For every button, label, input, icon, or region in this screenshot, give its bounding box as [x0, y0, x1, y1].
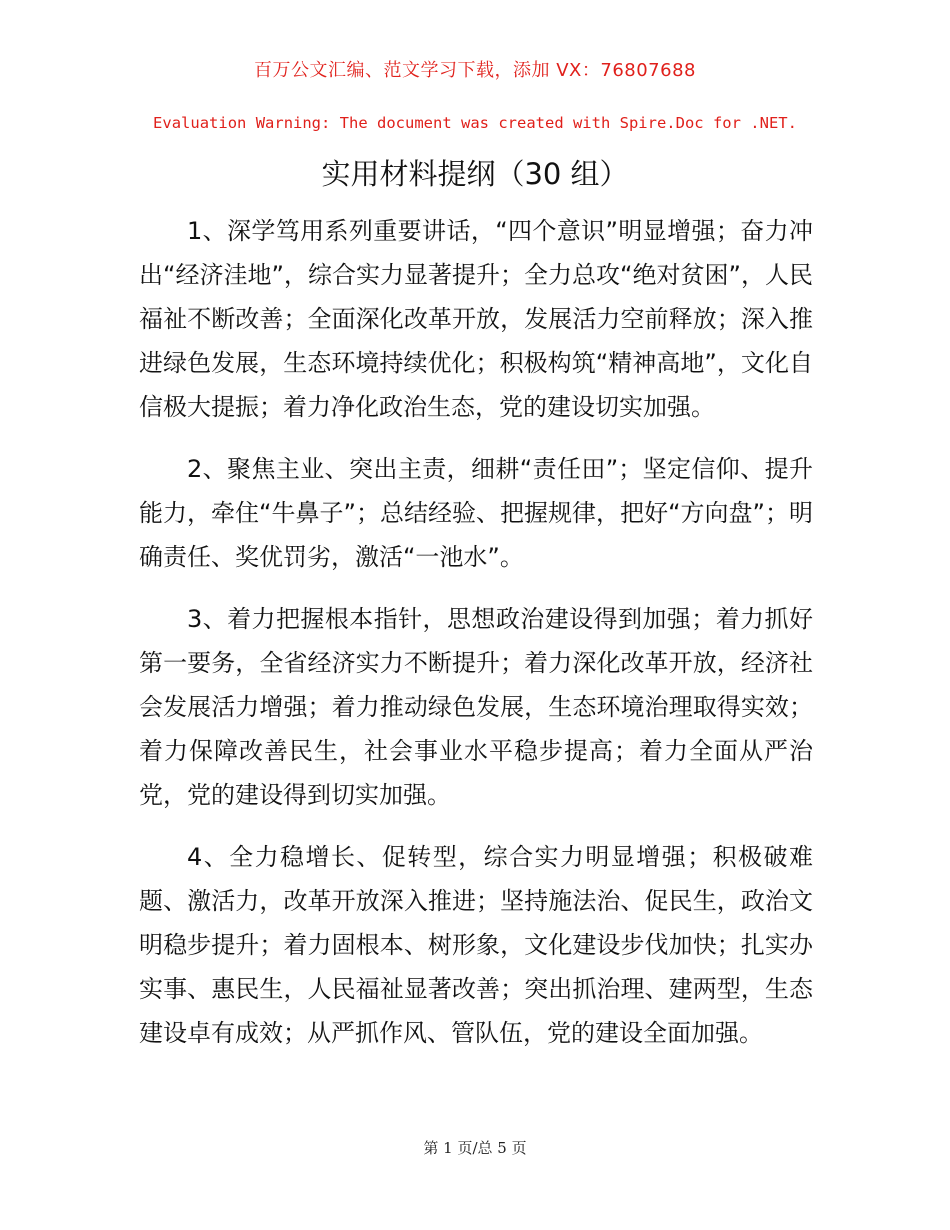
paragraph-4: 4、全力稳增长、促转型，综合实力明显增强；积极破难题、激活力，改革开放深入推进；坚持施法治、促民生，政治文明稳步提升；着力固根本、树形象，文化建设步伐加快；扎实办实事、惠民生，人民福祉显著改善；突出抓治理、建两型，生态建设卓有成效；从严抓作风、管队伍，党的建设全面加强。: [139, 843, 813, 1047]
document-title: 实用材料提纲（30 组）: [321, 157, 629, 191]
paragraph-1: 1、深学笃用系列重要讲话，“四个意识”明显增强；奋力冲出“经济洼地”，综合实力显著提升；全力总攻“绝对贫困”，人民福祉不断改善；全面深化改革开放，发展活力空前释放；深入推进绿色发展，生态环境持续优化；积极构筑“精神高地”，文化自信极大提振；着力净化政治生态，党的建设切实加强。: [139, 217, 813, 421]
page-indicator: 第 1 页/总 5 页: [423, 1139, 527, 1157]
header-ad-text: 百万公文汇编、范文学习下载，添加 VX：76807688: [254, 60, 696, 81]
document-body: [139, 209, 813, 1073]
evaluation-warning: Evaluation Warning: The document was created with Spire.Doc for .NET.: [153, 114, 797, 132]
paragraph-2: 2、聚焦主业、突出主责，细耕“责任田”；坚定信仰、提升能力，牵住“牛鼻子”；总结经验、把握规律，把好“方向盘”；明确责任、奖优罚劣，激活“一池水”。: [139, 455, 813, 571]
paragraph-3: 3、着力把握根本指针，思想政治建设得到加强；着力抓好第一要务，全省经济实力不断提升；着力深化改革开放，经济社会发展活力增强；着力推动绿色发展，生态环境治理取得实效；着力保障改善民生，社会事业水平稳步提高；着力全面从严治党，党的建设得到切实加强。: [139, 605, 813, 809]
